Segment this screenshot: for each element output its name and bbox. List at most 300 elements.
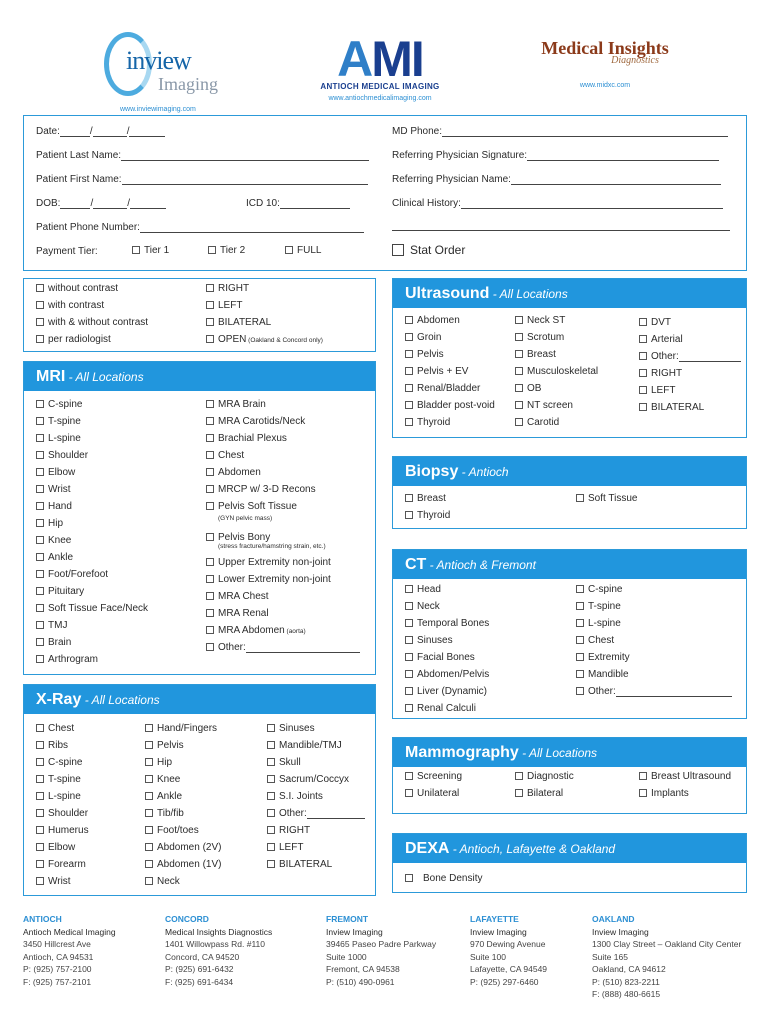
- ct-item-label: Head: [417, 584, 441, 595]
- checkbox-icon[interactable]: [36, 638, 44, 646]
- ultrasound-item-label: Other:: [651, 351, 679, 362]
- checkbox-icon[interactable]: [36, 775, 44, 783]
- checkbox-icon[interactable]: [145, 809, 153, 817]
- xray-item-label: Elbow: [48, 842, 76, 853]
- mri-mra-brain-checkbox[interactable]: [206, 399, 266, 410]
- checkbox-icon[interactable]: [576, 653, 584, 661]
- stat-order-checkbox[interactable]: Stat Order: [392, 243, 465, 257]
- checkbox-icon[interactable]: [405, 653, 413, 661]
- ultrasound-nt-screen-checkbox[interactable]: [515, 400, 573, 411]
- mri-hand-checkbox[interactable]: [36, 501, 72, 512]
- mammo-item-label: Unilateral: [417, 788, 460, 799]
- xray-sinuses-checkbox[interactable]: [267, 723, 315, 734]
- checkbox-icon[interactable]: [206, 485, 214, 493]
- laterality-left-checkbox[interactable]: [206, 300, 242, 311]
- checkbox-icon[interactable]: [515, 384, 523, 392]
- checkbox-icon[interactable]: [267, 809, 275, 817]
- checkbox-icon[interactable]: [405, 367, 413, 375]
- xray-item-label: Ribs: [48, 740, 69, 751]
- checkbox-icon[interactable]: [206, 417, 214, 425]
- checkbox-icon[interactable]: [405, 333, 413, 341]
- biopsy-breast-checkbox[interactable]: [405, 493, 446, 504]
- xray-ribs-checkbox[interactable]: [36, 740, 68, 751]
- checkbox-icon[interactable]: [145, 741, 153, 749]
- laterality-item-label: OPEN: [218, 334, 247, 345]
- mri-brachial-plexus-checkbox[interactable]: [206, 433, 287, 444]
- checkbox-icon[interactable]: [36, 843, 44, 851]
- checkbox-icon[interactable]: [405, 704, 413, 712]
- checkbox-icon[interactable]: [515, 418, 523, 426]
- xray-wrist-checkbox[interactable]: [36, 876, 71, 887]
- checkbox-icon[interactable]: [267, 724, 275, 732]
- checkbox-icon[interactable]: [145, 775, 153, 783]
- mri-l-spine-checkbox[interactable]: [36, 433, 81, 444]
- xray-elbow-checkbox[interactable]: [36, 842, 75, 853]
- checkbox-icon[interactable]: [36, 335, 44, 343]
- mammo-item-label: Bilateral: [527, 788, 564, 799]
- ct-temporal-bones-checkbox[interactable]: [405, 618, 489, 629]
- checkbox-icon[interactable]: [576, 687, 584, 695]
- checkbox-icon[interactable]: [576, 494, 584, 502]
- checkbox-icon[interactable]: [267, 741, 275, 749]
- ultrasound-ob-checkbox[interactable]: [515, 383, 541, 394]
- dexa-bone-density-checkbox[interactable]: [405, 873, 482, 884]
- ct-c-spine-checkbox[interactable]: [576, 584, 622, 595]
- header-logos: [0, 24, 768, 112]
- checkbox-icon[interactable]: [405, 316, 413, 324]
- checkbox-icon[interactable]: [206, 626, 214, 634]
- checkbox-icon[interactable]: [405, 585, 413, 593]
- location-detail[interactable]: P: (925) 757-2100: [23, 964, 92, 974]
- patient-phone-field[interactable]: Patient Phone Number:: [36, 222, 364, 233]
- contrast-per-radiologist-checkbox[interactable]: [36, 334, 111, 345]
- location-antioch: [23, 913, 116, 988]
- checkbox-icon[interactable]: [36, 724, 44, 732]
- mammo-screening-checkbox[interactable]: [405, 771, 462, 782]
- xray-item-label: Neck: [157, 876, 180, 887]
- other-write-in-line[interactable]: [307, 808, 365, 819]
- xray-tib-fib-checkbox[interactable]: [145, 808, 184, 819]
- mri-item-label: MRA Brain: [218, 399, 266, 410]
- xray-item-label: Foot/toes: [157, 825, 199, 836]
- checkbox-icon[interactable]: [206, 575, 214, 583]
- xray-abdomen-1v-checkbox[interactable]: [145, 859, 221, 870]
- xray-humerus-checkbox[interactable]: [36, 825, 89, 836]
- checkbox-icon[interactable]: [36, 860, 44, 868]
- checkbox-icon[interactable]: [405, 789, 413, 797]
- other-write-in-line[interactable]: [679, 351, 741, 362]
- checkbox-icon[interactable]: [405, 494, 413, 502]
- checkbox-icon[interactable]: [405, 384, 413, 392]
- checkbox-icon[interactable]: [405, 602, 413, 610]
- mri-soft-tissue-face-neck-checkbox[interactable]: [36, 603, 148, 614]
- location-facility: Medical Insights Diagnostics: [165, 926, 273, 937]
- ct-item-label: C-spine: [588, 584, 623, 595]
- ultrasound-item-label: DVT: [651, 317, 671, 328]
- mri-hip-checkbox[interactable]: [36, 518, 63, 529]
- ultrasound-dvt-checkbox[interactable]: [639, 317, 671, 328]
- xray-item-label: Tib/fib: [157, 808, 184, 819]
- location-detail[interactable]: F: (925) 691-6434: [165, 976, 234, 987]
- mammo-bilateral-checkbox[interactable]: [515, 788, 563, 799]
- location-detail[interactable]: P: (510) 490-0961: [326, 976, 395, 987]
- ultrasound-thyroid-checkbox[interactable]: [405, 417, 450, 428]
- dexa-header: DEXA - Antioch, Lafayette & Oakland: [393, 834, 746, 863]
- checkbox-icon[interactable]: [405, 418, 413, 426]
- ultrasound-bilateral-checkbox[interactable]: [639, 402, 704, 413]
- checkbox-icon[interactable]: [36, 587, 44, 595]
- mri-upper-extremity-non-joint-checkbox[interactable]: [206, 557, 331, 568]
- mi-url[interactable]: www.midxc.com: [579, 82, 631, 89]
- checkbox-icon[interactable]: [36, 809, 44, 817]
- checkbox-icon[interactable]: [515, 789, 523, 797]
- checkbox-icon[interactable]: [36, 400, 44, 408]
- xray-neck-checkbox[interactable]: [145, 876, 180, 887]
- checkbox-icon[interactable]: [36, 318, 44, 326]
- checkbox-icon[interactable]: [206, 502, 214, 510]
- mri-c-spine-checkbox[interactable]: [36, 399, 82, 410]
- mri-elbow-checkbox[interactable]: [36, 467, 75, 478]
- xray-bilateral-checkbox[interactable]: [267, 859, 332, 870]
- mri-item-label: MRA Abdomen: [218, 625, 285, 636]
- ultrasound-pelvis-checkbox[interactable]: [405, 349, 444, 360]
- checkbox-icon[interactable]: [639, 352, 647, 360]
- mri-wrist-checkbox[interactable]: [36, 484, 71, 495]
- checkbox-icon[interactable]: [36, 301, 44, 309]
- ct-l-spine-checkbox[interactable]: [576, 618, 621, 629]
- checkbox-icon[interactable]: [576, 636, 584, 644]
- checkbox-icon[interactable]: [515, 401, 523, 409]
- mi-submark: Diagnostics: [611, 55, 659, 66]
- ct-chest-checkbox[interactable]: [576, 635, 614, 646]
- xray-other-checkbox[interactable]: [267, 808, 365, 819]
- ct-item-label: Neck: [417, 601, 440, 612]
- checkbox-icon[interactable]: [206, 284, 214, 292]
- xray-item-label: S.I. Joints: [279, 791, 323, 802]
- ct-mandible-checkbox[interactable]: [576, 669, 629, 680]
- mri-pituitary-checkbox[interactable]: [36, 586, 84, 597]
- ultrasound-item-label: Carotid: [527, 417, 560, 428]
- checkbox-icon[interactable]: [405, 670, 413, 678]
- checkbox-icon[interactable]: [36, 758, 44, 766]
- checkbox-icon[interactable]: [639, 403, 647, 411]
- mri-abdomen-checkbox[interactable]: [206, 467, 261, 478]
- mri-item-label: Shoulder: [48, 450, 89, 461]
- mri-chest-checkbox[interactable]: [206, 450, 244, 461]
- ami-url[interactable]: www.antiochmedicalimaging.com: [328, 95, 432, 102]
- checkbox-icon[interactable]: [576, 602, 584, 610]
- ct-item-label: L-spine: [588, 618, 621, 629]
- xray-hip-checkbox[interactable]: [145, 757, 172, 768]
- checkbox-icon[interactable]: [36, 792, 44, 800]
- xray-skull-checkbox[interactable]: [267, 757, 301, 768]
- mri-item-label: MRA Carotids/Neck: [218, 416, 306, 427]
- checkbox-icon[interactable]: [206, 558, 214, 566]
- checkbox-icon[interactable]: [267, 843, 275, 851]
- md-phone-field[interactable]: MD Phone:: [392, 126, 728, 137]
- checkbox-icon[interactable]: [405, 636, 413, 644]
- first-name-field[interactable]: Patient First Name:: [36, 174, 368, 185]
- mri-foot-forefoot-checkbox[interactable]: [36, 569, 108, 580]
- ultrasound-renal-bladder-checkbox[interactable]: [405, 383, 480, 394]
- xray-pelvis-checkbox[interactable]: [145, 740, 184, 751]
- mri-shoulder-checkbox[interactable]: [36, 450, 88, 461]
- ultrasound-groin-checkbox[interactable]: [405, 332, 441, 343]
- contrast-with-without-contrast-checkbox[interactable]: [36, 317, 148, 328]
- ct-facial-bones-checkbox[interactable]: [405, 652, 475, 663]
- mri-mra-abdomen-checkbox[interactable]: [206, 625, 306, 636]
- mammo-diagnostic-checkbox[interactable]: [515, 771, 574, 782]
- checkbox-icon[interactable]: [36, 877, 44, 885]
- checkbox-icon[interactable]: [639, 772, 647, 780]
- ultrasound-scrotum-checkbox[interactable]: [515, 332, 564, 343]
- full-checkbox[interactable]: FULL: [285, 245, 321, 256]
- checkbox-icon[interactable]: [405, 511, 413, 519]
- checkbox-icon[interactable]: [267, 792, 275, 800]
- laterality-open-checkbox[interactable]: [206, 334, 323, 345]
- checkbox-icon[interactable]: [36, 604, 44, 612]
- checkbox-icon[interactable]: [206, 592, 214, 600]
- date-field[interactable]: Date: / /: [36, 126, 165, 137]
- ct-liver-dynamic-checkbox[interactable]: [405, 686, 487, 697]
- xray-shoulder-checkbox[interactable]: [36, 808, 88, 819]
- checkbox-icon[interactable]: [145, 843, 153, 851]
- checkbox-icon[interactable]: [267, 860, 275, 868]
- xray-foot-toes-checkbox[interactable]: [145, 825, 199, 836]
- biopsy-header: Biopsy - Antioch: [393, 457, 746, 486]
- checkbox-icon[interactable]: [206, 301, 214, 309]
- xray-hand-fingers-checkbox[interactable]: [145, 723, 217, 734]
- icd10-field[interactable]: ICD 10:: [246, 198, 350, 209]
- mri-item-label: T-spine: [48, 416, 81, 427]
- checkbox-icon[interactable]: [576, 619, 584, 627]
- dob-field[interactable]: DOB: / /: [36, 198, 166, 209]
- mri-mra-chest-checkbox[interactable]: [206, 591, 269, 602]
- checkbox-icon[interactable]: [267, 826, 275, 834]
- checkbox-icon[interactable]: [36, 417, 44, 425]
- checkbox-icon[interactable]: [36, 826, 44, 834]
- checkbox-icon[interactable]: [639, 369, 647, 377]
- ct-item-label: Sinuses: [417, 635, 453, 646]
- xray-mandible-tmj-checkbox[interactable]: [267, 740, 342, 751]
- checkbox-icon[interactable]: [576, 585, 584, 593]
- checkbox-icon[interactable]: [267, 758, 275, 766]
- dexa-item-label: Bone Density: [423, 873, 483, 884]
- clinical-history-field[interactable]: Clinical History:: [392, 198, 723, 209]
- mri-other-checkbox[interactable]: [206, 642, 360, 653]
- referring-name-field[interactable]: Referring Physician Name:: [392, 174, 721, 185]
- mammo-breast-ultrasound-checkbox[interactable]: [639, 771, 731, 782]
- mri-mra-carotids-neck-checkbox[interactable]: [206, 416, 305, 427]
- ct-other-checkbox[interactable]: [576, 686, 732, 697]
- checkbox-icon[interactable]: [515, 350, 523, 358]
- checkbox-icon[interactable]: [206, 400, 214, 408]
- mri-mrcp-w-3-d-recons-checkbox[interactable]: [206, 484, 316, 495]
- checkbox-icon[interactable]: [405, 350, 413, 358]
- xray-l-spine-checkbox[interactable]: [36, 791, 81, 802]
- ct-t-spine-checkbox[interactable]: [576, 601, 621, 612]
- ultrasound-musculoskeletal-checkbox[interactable]: [515, 366, 598, 377]
- ct-renal-calculi-checkbox[interactable]: [405, 703, 476, 714]
- ultrasound-left-checkbox[interactable]: [639, 385, 675, 396]
- mammo-unilateral-checkbox[interactable]: [405, 788, 459, 799]
- mri-mra-renal-checkbox[interactable]: [206, 608, 269, 619]
- mri-t-spine-checkbox[interactable]: [36, 416, 81, 427]
- mri-ankle-checkbox[interactable]: [36, 552, 73, 563]
- mri-item-label: Other:: [218, 642, 246, 653]
- other-write-in-line[interactable]: [616, 686, 732, 697]
- mri-item-label: Lower Extremity non-joint: [218, 574, 331, 585]
- contrast-without-contrast-checkbox[interactable]: [36, 283, 118, 294]
- mri-item-label: Pelvis Bony: [218, 532, 271, 543]
- inview-url[interactable]: www.inviewimaging.com: [120, 106, 196, 113]
- checkbox-icon[interactable]: [515, 367, 523, 375]
- mammo-implants-checkbox[interactable]: [639, 788, 689, 799]
- checkbox-icon[interactable]: [145, 724, 153, 732]
- mri-knee-checkbox[interactable]: [36, 535, 71, 546]
- xray-t-spine-checkbox[interactable]: [36, 774, 81, 785]
- ultrasound-arterial-checkbox[interactable]: [639, 334, 683, 345]
- checkbox-icon[interactable]: [145, 792, 153, 800]
- ct-sinuses-checkbox[interactable]: [405, 635, 453, 646]
- checkbox-icon[interactable]: [36, 655, 44, 663]
- biopsy-thyroid-checkbox[interactable]: [405, 510, 450, 521]
- checkbox-icon[interactable]: [145, 758, 153, 766]
- ultrasound-item-label: Scrotum: [527, 332, 565, 343]
- checkbox-icon[interactable]: [267, 775, 275, 783]
- ultrasound-neck-st-checkbox[interactable]: [515, 315, 565, 326]
- other-write-in-line[interactable]: [246, 642, 360, 653]
- checkbox-icon[interactable]: [515, 333, 523, 341]
- ultrasound-carotid-checkbox[interactable]: [515, 417, 559, 428]
- ultrasound-breast-checkbox[interactable]: [515, 349, 556, 360]
- checkbox-icon[interactable]: [36, 621, 44, 629]
- biopsy-soft-tissue-checkbox[interactable]: [576, 493, 637, 504]
- checkbox-icon[interactable]: [206, 468, 214, 476]
- xray-s-i-joints-checkbox[interactable]: [267, 791, 323, 802]
- checkbox-icon[interactable]: [206, 451, 214, 459]
- mri-arthrogram-checkbox[interactable]: [36, 654, 98, 665]
- xray-c-spine-checkbox[interactable]: [36, 757, 82, 768]
- ultrasound-other-checkbox[interactable]: [639, 351, 741, 362]
- xray-chest-checkbox[interactable]: [36, 723, 74, 734]
- checkbox-icon[interactable]: [206, 533, 214, 541]
- contrast-with-contrast-checkbox[interactable]: [36, 300, 104, 311]
- checkbox-icon[interactable]: [639, 789, 647, 797]
- checkbox-icon[interactable]: [206, 434, 214, 442]
- checkbox-icon[interactable]: [206, 643, 214, 651]
- mri-item-label: Brain: [48, 637, 72, 648]
- checkbox-icon[interactable]: [639, 335, 647, 343]
- tier1-checkbox[interactable]: Tier 1: [132, 245, 169, 256]
- checkbox-icon[interactable]: [36, 468, 44, 476]
- xray-forearm-checkbox[interactable]: [36, 859, 86, 870]
- mri-item-label: Arthrogram: [48, 654, 99, 665]
- checkbox-icon[interactable]: [36, 553, 44, 561]
- checkbox-icon[interactable]: [206, 318, 214, 326]
- ultrasound-abdomen-checkbox[interactable]: [405, 315, 460, 326]
- ami-logo: [300, 31, 460, 102]
- ct-abdomen-pelvis-checkbox[interactable]: [405, 669, 489, 680]
- checkbox-icon[interactable]: [145, 860, 153, 868]
- checkbox-icon[interactable]: [405, 874, 413, 882]
- checkbox-icon[interactable]: [36, 519, 44, 527]
- ultrasound-item-label: NT screen: [527, 400, 573, 411]
- mri-brain-checkbox[interactable]: [36, 637, 71, 648]
- ultrasound-right-checkbox[interactable]: [639, 368, 682, 379]
- xray-left-checkbox[interactable]: [267, 842, 303, 853]
- ct-head-checkbox[interactable]: [405, 584, 441, 595]
- item-note: (GYN pelvic mass): [218, 515, 273, 522]
- xray-item-label: Skull: [279, 757, 301, 768]
- checkbox-icon[interactable]: [515, 772, 523, 780]
- checkbox-icon[interactable]: [36, 536, 44, 544]
- checkbox-icon[interactable]: [36, 502, 44, 510]
- checkbox-icon[interactable]: [36, 741, 44, 749]
- checkbox-icon[interactable]: [36, 284, 44, 292]
- checkbox-icon[interactable]: [206, 335, 214, 343]
- laterality-item-label: LEFT: [218, 300, 243, 311]
- checkbox-icon[interactable]: [145, 877, 153, 885]
- checkbox-icon[interactable]: [36, 434, 44, 442]
- ultrasound-item-label: Musculoskeletal: [527, 366, 599, 377]
- xray-knee-checkbox[interactable]: [145, 774, 180, 785]
- checkbox-icon[interactable]: [576, 670, 584, 678]
- ct-neck-checkbox[interactable]: [405, 601, 440, 612]
- mri-pelvis-bony-checkbox[interactable]: [206, 532, 270, 543]
- ultrasound-item-label: Arterial: [651, 334, 683, 345]
- last-name-field[interactable]: Patient Last Name:: [36, 150, 369, 161]
- mri-lower-extremity-non-joint-checkbox[interactable]: [206, 574, 331, 585]
- checkbox-icon[interactable]: [36, 485, 44, 493]
- checkbox-icon[interactable]: [36, 570, 44, 578]
- checkbox-icon[interactable]: [145, 826, 153, 834]
- checkbox-icon[interactable]: [206, 609, 214, 617]
- location-detail[interactable]: P: (925) 297-6460: [470, 976, 539, 987]
- clinical-history-line2[interactable]: [392, 220, 730, 231]
- xray-ankle-checkbox[interactable]: [145, 791, 182, 802]
- ct-extremity-checkbox[interactable]: [576, 652, 630, 663]
- ultrasound-pelvis-ev-checkbox[interactable]: [405, 366, 468, 377]
- mri-tmj-checkbox[interactable]: [36, 620, 67, 631]
- mri-item-label: Wrist: [48, 484, 71, 495]
- location-detail[interactable]: P: (925) 691-6432: [165, 964, 234, 974]
- checkbox-icon[interactable]: [405, 687, 413, 695]
- location-detail[interactable]: P: (510) 823-2211: [592, 976, 660, 987]
- xray-abdomen-2v-checkbox[interactable]: [145, 842, 221, 853]
- mammo-item-label: Screening: [417, 771, 463, 782]
- tier2-checkbox[interactable]: Tier 2: [208, 245, 245, 256]
- checkbox-icon[interactable]: [36, 451, 44, 459]
- location-detail[interactable]: F: (888) 480-6615: [592, 989, 661, 999]
- checkbox-icon[interactable]: [639, 318, 647, 326]
- laterality-right-checkbox[interactable]: [206, 283, 249, 294]
- checkbox-icon[interactable]: [405, 401, 413, 409]
- xray-right-checkbox[interactable]: [267, 825, 310, 836]
- mri-pelvis-soft-tissue-checkbox[interactable]: [206, 501, 297, 512]
- location-detail[interactable]: F: (925) 757-2101: [23, 976, 92, 987]
- ultrasound-item-label: LEFT: [651, 385, 676, 396]
- checkbox-icon[interactable]: [515, 316, 523, 324]
- checkbox-icon[interactable]: [405, 619, 413, 627]
- ct-item-label: T-spine: [588, 601, 621, 612]
- referring-signature-field[interactable]: Referring Physician Signature:: [392, 150, 719, 161]
- laterality-bilateral-checkbox[interactable]: [206, 317, 271, 328]
- xray-sacrum-coccyx-checkbox[interactable]: [267, 774, 349, 785]
- checkbox-icon[interactable]: [639, 386, 647, 394]
- ultrasound-bladder-post-void-checkbox[interactable]: [405, 400, 495, 411]
- checkbox-icon[interactable]: [405, 772, 413, 780]
